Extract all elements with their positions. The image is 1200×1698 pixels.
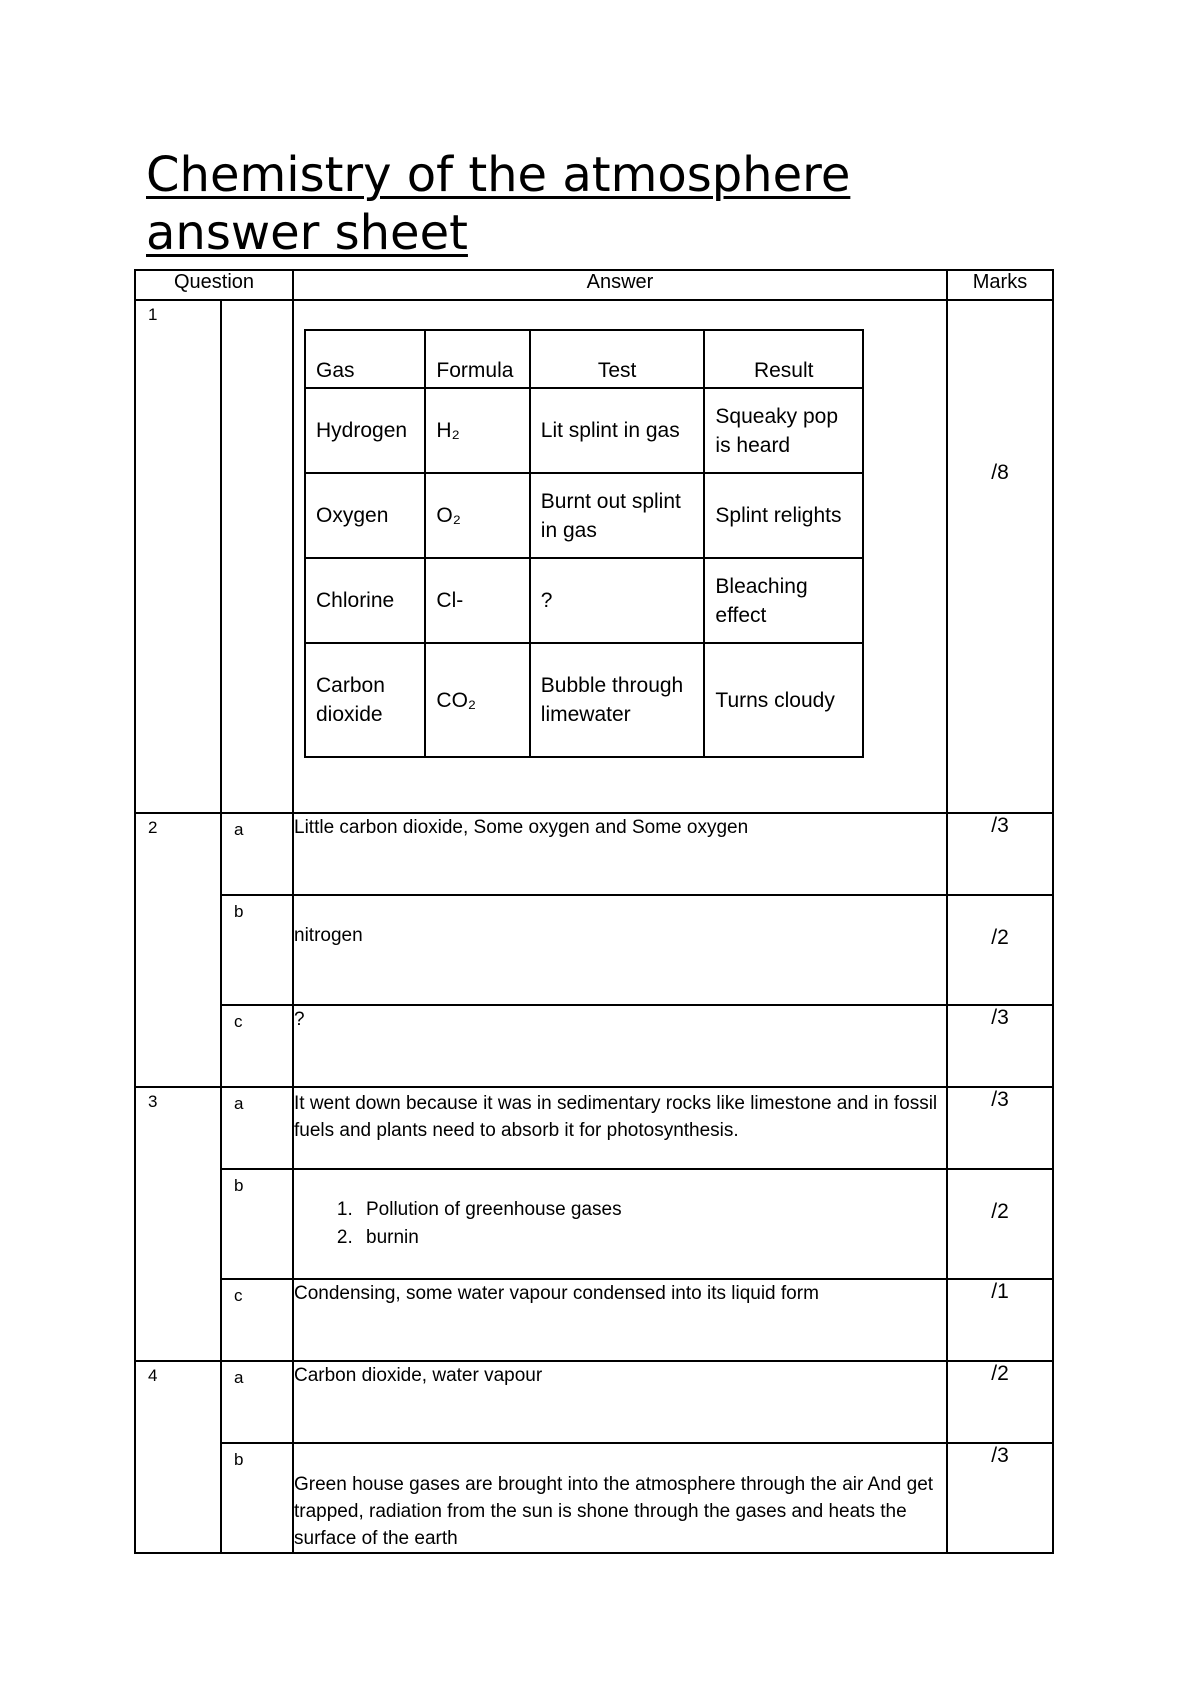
- part-label-cell: [221, 1443, 293, 1553]
- test-header: Test: [530, 330, 705, 388]
- gas-name: Hydrogen: [305, 388, 425, 473]
- gas-result: Bleaching effect: [704, 558, 863, 643]
- question-3a-row: [135, 1087, 1053, 1169]
- part-label: b: [234, 1176, 244, 1195]
- part-label-cell: [221, 1005, 293, 1087]
- formula-header: Formula: [425, 330, 529, 388]
- gas-formula: Cl-: [425, 558, 529, 643]
- part-label-cell: [221, 813, 293, 895]
- answer-list-cell: [293, 1169, 947, 1279]
- gas-row: [305, 388, 863, 473]
- gas-result: Turns cloudy: [704, 643, 863, 757]
- gas-formula: O₂: [425, 473, 529, 558]
- part-mark: /3: [947, 1005, 1053, 1087]
- question-1-number-cell: [135, 300, 221, 813]
- gas-test: Lit splint in gas: [530, 388, 705, 473]
- part-label: a: [234, 820, 244, 839]
- title-line-2: answer sheet: [146, 205, 468, 261]
- question-4a-row: [135, 1361, 1053, 1443]
- question-3c-row: [135, 1279, 1053, 1361]
- list-item: 1. Pollution of greenhouse gases: [358, 1196, 946, 1224]
- gas-table-header-row: [305, 330, 863, 388]
- question-number: 3: [148, 1092, 158, 1111]
- answer-text: Green house gases are brought into the atmosphere through the air And get trapped, radiation from the sun is shone through the gases and heats the surface of the earth: [293, 1443, 947, 1553]
- question-1-mark: /8: [947, 300, 1053, 813]
- gas-test: Burnt out splint in gas: [530, 473, 705, 558]
- part-label: b: [234, 902, 244, 921]
- part-label: b: [234, 1450, 244, 1469]
- answer-text: Carbon dioxide, water vapour: [293, 1361, 947, 1443]
- gas-formula: H₂: [425, 388, 529, 473]
- question-1-answer-cell: [293, 300, 947, 813]
- result-header: Result: [704, 330, 863, 388]
- header-row: [135, 270, 1053, 300]
- gas-name: Oxygen: [305, 473, 425, 558]
- answer-text: nitrogen: [293, 895, 947, 1005]
- part-mark: /3: [947, 813, 1053, 895]
- question-number: 4: [148, 1366, 158, 1385]
- part-label: a: [234, 1094, 244, 1113]
- gas-test-table: [304, 329, 864, 758]
- answer-header: Answer: [293, 270, 947, 300]
- part-label: a: [234, 1368, 244, 1387]
- marks-header: Marks: [947, 270, 1053, 300]
- gas-formula: CO₂: [425, 643, 529, 757]
- answer-text: Little carbon dioxide, Some oxygen and Some oxygen: [293, 813, 947, 895]
- question-3-number-cell: [135, 1087, 221, 1361]
- part-mark: /2: [947, 1169, 1053, 1279]
- question-4b-row: [135, 1443, 1053, 1553]
- part-label-cell: [221, 1279, 293, 1361]
- part-label: c: [234, 1286, 243, 1305]
- answer-text: It went down because it was in sedimentary rocks like limestone and in fossil fuels and plants need to absorb it for photosynthesis.: [293, 1087, 947, 1169]
- gas-test: ?: [530, 558, 705, 643]
- part-mark: /2: [947, 1361, 1053, 1443]
- question-2a-row: [135, 813, 1053, 895]
- part-mark: /2: [947, 895, 1053, 1005]
- question-number: 2: [148, 818, 158, 837]
- gas-result: Squeaky pop is heard: [704, 388, 863, 473]
- gas-row: [305, 473, 863, 558]
- gas-name: Carbon dioxide: [305, 643, 425, 757]
- gas-row: [305, 643, 863, 757]
- part-mark: /1: [947, 1279, 1053, 1361]
- gas-result: Splint relights: [704, 473, 863, 558]
- part-label-cell: [221, 1169, 293, 1279]
- list-item: 2. burnin: [358, 1224, 946, 1252]
- gas-test: Bubble through limewater: [530, 643, 705, 757]
- question-2-number-cell: [135, 813, 221, 1087]
- answer-list: [294, 1196, 946, 1252]
- question-1-row: [135, 300, 1053, 813]
- answer-table: [134, 269, 1054, 1554]
- gas-header: Gas: [305, 330, 425, 388]
- gas-name: Chlorine: [305, 558, 425, 643]
- question-2c-row: [135, 1005, 1053, 1087]
- gas-row: [305, 558, 863, 643]
- part-mark: /3: [947, 1087, 1053, 1169]
- answer-text: Condensing, some water vapour condensed into its liquid form: [293, 1279, 947, 1361]
- question-2b-row: [135, 895, 1053, 1005]
- part-label: c: [234, 1012, 243, 1031]
- question-4-number-cell: [135, 1361, 221, 1553]
- answer-text: ?: [293, 1005, 947, 1087]
- part-label-cell: [221, 895, 293, 1005]
- part-mark: /3: [947, 1443, 1053, 1553]
- part-label-cell: [221, 1087, 293, 1169]
- question-1-part-cell: [221, 300, 293, 813]
- part-label-cell: [221, 1361, 293, 1443]
- question-header: Question: [135, 270, 293, 300]
- question-3b-row: [135, 1169, 1053, 1279]
- question-number: 1: [148, 305, 158, 324]
- page-title: [146, 146, 850, 262]
- title-line-1: Chemistry of the atmosphere: [146, 147, 851, 203]
